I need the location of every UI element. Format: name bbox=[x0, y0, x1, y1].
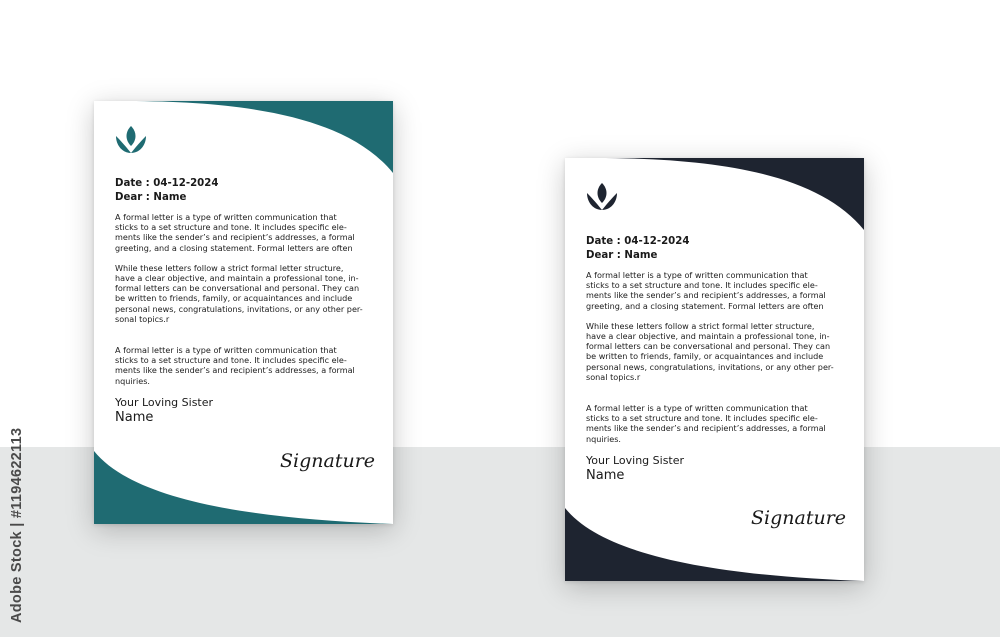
sender-name: Name bbox=[115, 409, 154, 425]
closing-line: Your Loving Sister bbox=[586, 453, 685, 467]
body-paragraph-3: A formal letter is a type of written communication that sticks to a set structure and tone. It includes specific ele- ments like the sender’s and recipient’s addresses, a formal nquiries. bbox=[115, 345, 355, 386]
top-right-wave bbox=[595, 158, 864, 230]
top-right-wave bbox=[124, 101, 393, 173]
letterhead-navy bbox=[565, 158, 864, 581]
body-paragraph-2: While these letters follow a strict formal letter structure, have a clear objective, and maintain a professional tone, in- formal letters can be conversational and personal. They can be written to friends, family, or acquaintances and include personal news, congratulations, invitations, or any other per- sonal topics.r bbox=[586, 320, 834, 382]
closing-line: Your Loving Sister bbox=[115, 395, 214, 409]
stock-credit-label: Adobe Stock | #1194622113 bbox=[9, 427, 25, 623]
letterhead-teal bbox=[94, 101, 393, 524]
date-line: Date : 04-12-2024 bbox=[586, 236, 690, 247]
signature: Signature bbox=[280, 450, 376, 472]
lotus-leaf-icon bbox=[585, 181, 619, 213]
body-paragraph-1: A formal letter is a type of written communication that sticks to a set structure and tone. It includes specific ele- ments like the sender’s and recipient’s addresses, a formal greeting, and a closing statement. Formal letters are often bbox=[115, 212, 355, 253]
body-paragraph-1: A formal letter is a type of written communication that sticks to a set structure and tone. It includes specific ele- ments like the sender’s and recipient’s addresses, a formal greeting, and a closing statement. Formal letters are often bbox=[586, 270, 826, 311]
salutation-line: Dear : Name bbox=[586, 250, 658, 261]
lotus-leaf-icon bbox=[114, 124, 148, 156]
date-line: Date : 04-12-2024 bbox=[115, 178, 219, 189]
salutation-line: Dear : Name bbox=[115, 192, 187, 203]
body-paragraph-2: While these letters follow a strict formal letter structure, have a clear objective, and maintain a professional tone, in- formal letters can be conversational and personal. They can be written to friends, family, or acquaintances and include personal news, congratulations, invitations, or any other per- sonal topics.r bbox=[115, 262, 363, 324]
sender-name: Name bbox=[586, 467, 625, 483]
signature: Signature bbox=[751, 507, 847, 529]
body-paragraph-3: A formal letter is a type of written communication that sticks to a set structure and tone. It includes specific ele- ments like the sender’s and recipient’s addresses, a formal nquiries. bbox=[586, 403, 826, 444]
